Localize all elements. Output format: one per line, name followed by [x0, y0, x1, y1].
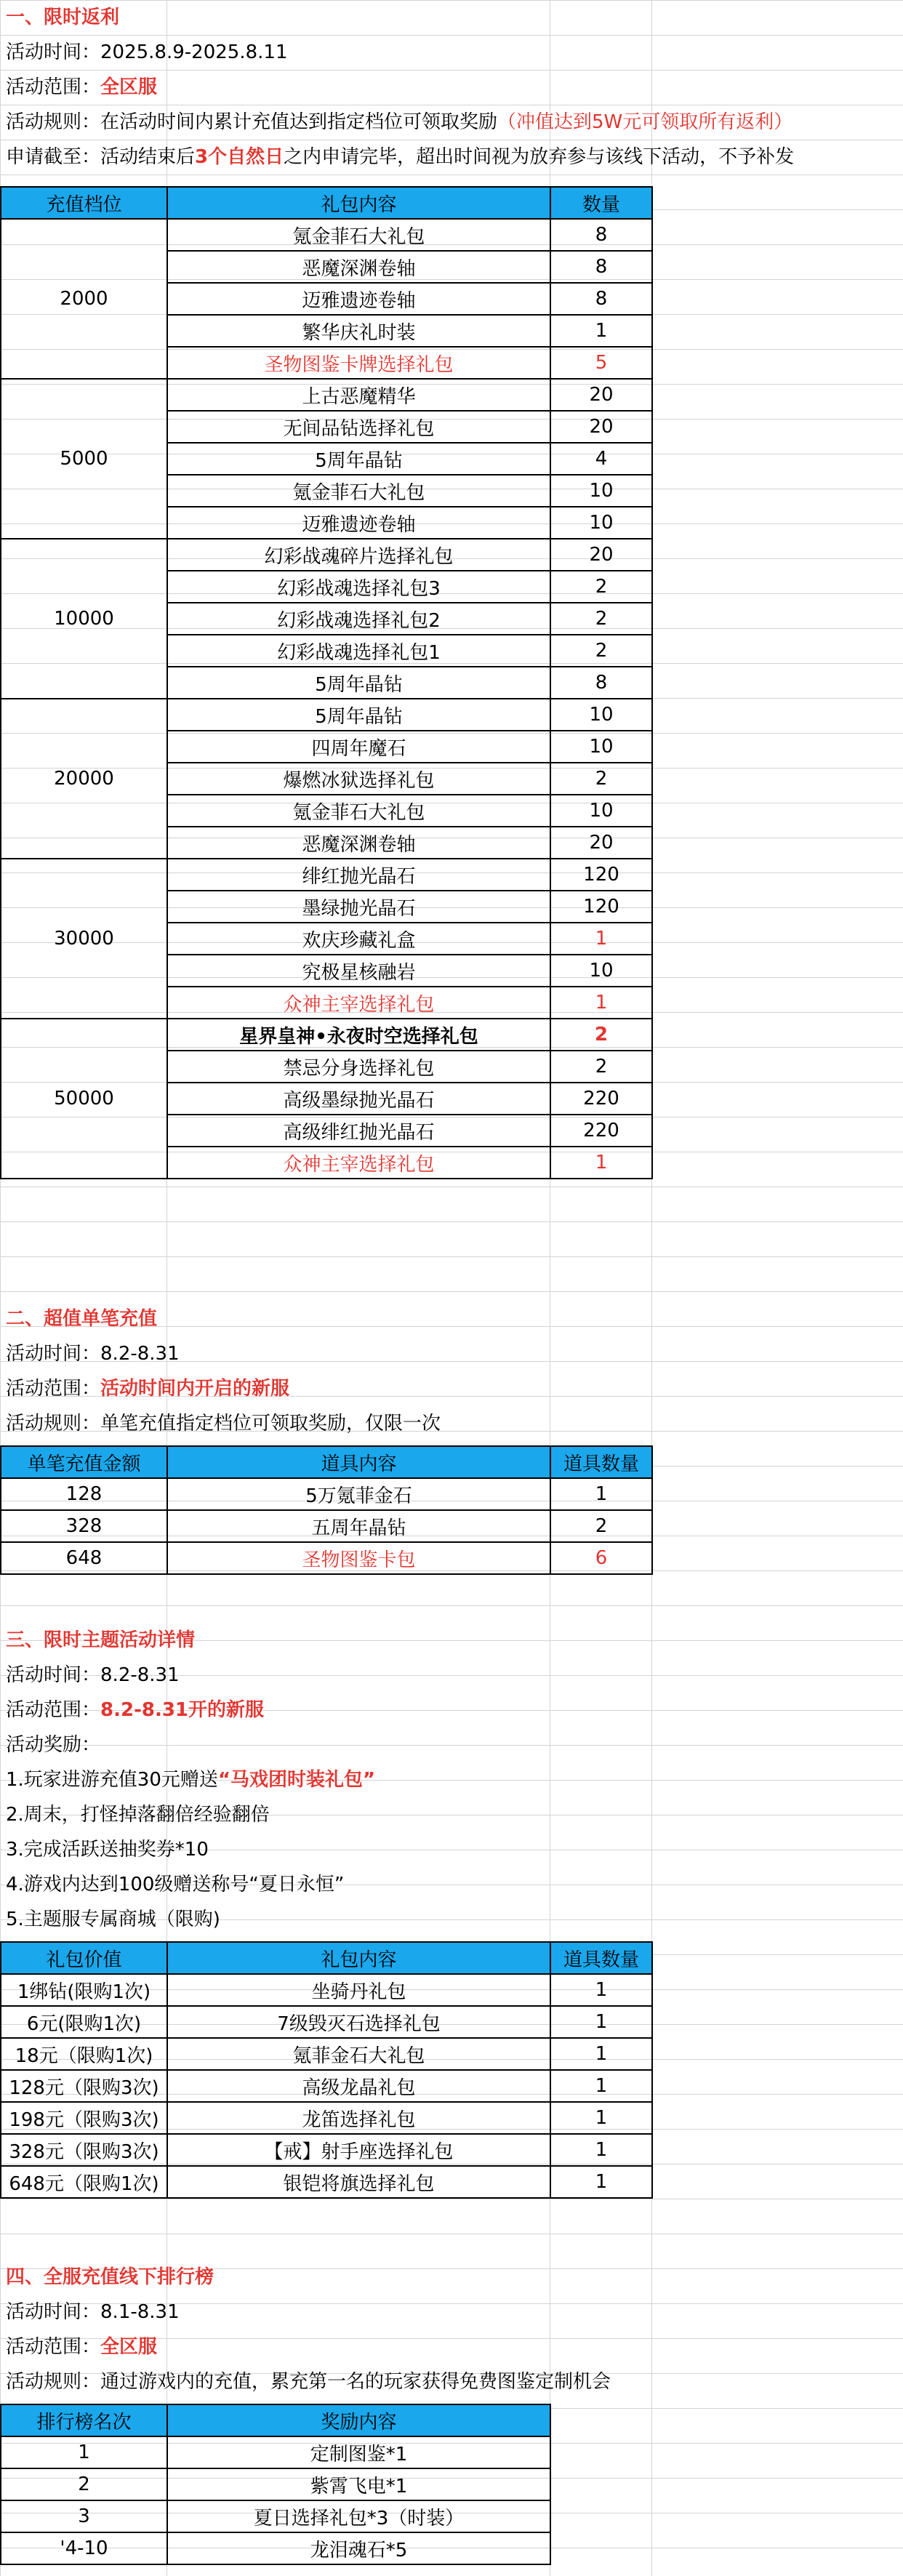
- table-row: [1, 1542, 652, 1574]
- item-name-cell: 四周年魔石: [167, 731, 550, 763]
- rank-cell: 1: [1, 2436, 167, 2468]
- s3-line3: 3.完成活跃送抽奖券*10: [6, 1839, 209, 1861]
- table-row: [1, 2006, 652, 2038]
- rank-cell: 3: [1, 2500, 167, 2532]
- item-cell: 氪菲金石大礼包: [167, 2038, 550, 2070]
- qty-cell: 1: [550, 2038, 652, 2070]
- tier-cell: 10000: [1, 539, 167, 699]
- qty-cell: 1: [550, 1974, 652, 2006]
- item-qty-cell: 8: [550, 667, 652, 699]
- s1-range: 活动范围：全区服: [6, 76, 158, 98]
- item-qty-cell: 220: [550, 1083, 652, 1115]
- item-name-cell: 氪金菲石大礼包: [167, 219, 550, 251]
- item-name-cell: 恶魔深渊卷轴: [167, 251, 550, 283]
- col-header: 充值档位: [1, 187, 167, 219]
- tier-cell: 50000: [1, 1019, 167, 1179]
- table-row: [1, 379, 652, 411]
- item-qty-cell: 2: [550, 1051, 652, 1083]
- tier-cell: 30000: [1, 859, 167, 1019]
- table-row: [1, 1510, 652, 1542]
- s3-line2: 2.周末，打怪掉落翻倍经验翻倍: [6, 1804, 270, 1826]
- table-row: [1, 2500, 550, 2532]
- single-recharge-table: [0, 1445, 653, 1575]
- item-qty-cell: 1: [550, 987, 652, 1019]
- item-qty-cell: 20: [550, 827, 652, 859]
- item-name-cell: 爆燃冰狱选择礼包: [167, 763, 550, 795]
- rebate-table: [0, 186, 653, 1179]
- s3-line1: 1.玩家进游充值30元赠送“马戏团时装礼包”: [6, 1769, 376, 1791]
- rank-cell: 2: [1, 2468, 167, 2500]
- item-qty-cell: 2: [550, 1019, 652, 1051]
- item-qty-cell: 10: [550, 955, 652, 987]
- item-cell: 7级毁灭石选择礼包: [167, 2006, 550, 2038]
- table-row: [1, 1478, 652, 1510]
- s4-range: 活动范围：全区服: [6, 2336, 158, 2358]
- item-name-cell: 幻彩战魂选择礼包3: [167, 571, 550, 603]
- item-cell: 五周年晶钻: [167, 1510, 550, 1542]
- item-qty-cell: 220: [550, 1115, 652, 1147]
- item-cell: 圣物图鉴卡包: [167, 1542, 550, 1574]
- s3-reward-label: 活动奖励：: [6, 1734, 101, 1756]
- item-cell: 5万氪菲金石: [167, 1478, 550, 1510]
- item-name-cell: 迈雅遗迹卷轴: [167, 283, 550, 315]
- item-name-cell: 绯红抛光晶石: [167, 859, 550, 891]
- qty-cell: 1: [550, 2134, 652, 2166]
- item-name-cell: 无间品钻选择礼包: [167, 411, 550, 443]
- table-row: [1, 2532, 550, 2564]
- rank-cell: '4-10: [1, 2532, 167, 2564]
- s4-time: 活动时间：8.1-8.31: [6, 2301, 180, 2323]
- section-1-title: 一、限时返利: [6, 7, 120, 28]
- item-qty-cell: 8: [550, 283, 652, 315]
- amount-cell: 648: [1, 1542, 167, 1574]
- item-qty-cell: 2: [550, 603, 652, 635]
- col-header: 礼包内容: [167, 187, 550, 219]
- amount-cell: 328: [1, 1510, 167, 1542]
- qty-cell: 2: [550, 1510, 652, 1542]
- col-header: 排行榜名次: [1, 2404, 167, 2436]
- item-qty-cell: 120: [550, 859, 652, 891]
- col-header: 奖励内容: [167, 2404, 550, 2436]
- col-header: 礼包价值: [1, 1942, 167, 1974]
- item-name-cell: 圣物图鉴卡牌选择礼包: [167, 347, 550, 379]
- table-row: [1, 219, 652, 251]
- s1-time: 活动时间：2025.8.9-2025.8.11: [6, 41, 288, 63]
- qty-cell: 6: [550, 1542, 652, 1574]
- table-row: [1, 2038, 652, 2070]
- s1-deadline: 申请截至：活动结束后3个自然日之内申请完毕，超出时间视为放弃参与该线下活动，不予补发: [6, 146, 795, 168]
- s2-rule: 活动规则：单笔充值指定档位可领取奖励，仅限一次: [6, 1413, 441, 1435]
- theme-shop-table: [0, 1941, 653, 2199]
- item-name-cell: 究极星核融岩: [167, 955, 550, 987]
- item-qty-cell: 2: [550, 571, 652, 603]
- price-cell: 1绑钻(限购1次): [1, 1974, 167, 2006]
- s3-line5: 5.主题服专属商城（限购): [6, 1909, 220, 1930]
- item-name-cell: 幻彩战魂选择礼包2: [167, 603, 550, 635]
- section-2-title: 二、超值单笔充值: [6, 1308, 158, 1330]
- item-qty-cell: 1: [550, 923, 652, 955]
- col-header: 道具数量: [550, 1446, 652, 1478]
- item-qty-cell: 8: [550, 219, 652, 251]
- item-cell: 【戒】射手座选择礼包: [167, 2134, 550, 2166]
- price-cell: 198元（限购3次): [1, 2102, 167, 2134]
- s2-time: 活动时间：8.2-8.31: [6, 1343, 180, 1365]
- tier-cell: 20000: [1, 699, 167, 859]
- item-qty-cell: 20: [550, 379, 652, 411]
- ranking-table: [0, 2404, 551, 2565]
- price-cell: 648元（限购1次): [1, 2166, 167, 2198]
- price-cell: 6元(限购1次): [1, 2006, 167, 2038]
- item-name-cell: 恶魔深渊卷轴: [167, 827, 550, 859]
- tier-cell: 5000: [1, 379, 167, 539]
- item-name-cell: 高级绯红抛光晶石: [167, 1115, 550, 1147]
- reward-cell: 定制图鉴*1: [167, 2436, 550, 2468]
- item-name-cell: 5周年晶钻: [167, 443, 550, 475]
- item-name-cell: 众神主宰选择礼包: [167, 987, 550, 1019]
- item-qty-cell: 2: [550, 635, 652, 667]
- item-name-cell: 迈雅遗迹卷轴: [167, 507, 550, 539]
- price-cell: 128元（限购3次): [1, 2070, 167, 2102]
- item-name-cell: 5周年晶钻: [167, 699, 550, 731]
- item-cell: 龙笛选择礼包: [167, 2102, 550, 2134]
- item-qty-cell: 10: [550, 507, 652, 539]
- s3-line4: 4.游戏内达到100级赠送称号“夏日永恒”: [6, 1874, 345, 1895]
- s4-rule: 活动规则：通过游戏内的充值，累充第一名的玩家获得免费图鉴定制机会: [6, 2371, 611, 2393]
- col-header: 道具内容: [167, 1446, 550, 1478]
- item-name-cell: 幻彩战魂碎片选择礼包: [167, 539, 550, 571]
- item-name-cell: 星界皇神•永夜时空选择礼包: [167, 1019, 550, 1051]
- table-row: [1, 859, 652, 891]
- qty-cell: 1: [550, 2006, 652, 2038]
- item-qty-cell: 8: [550, 251, 652, 283]
- item-name-cell: 5周年晶钻: [167, 667, 550, 699]
- s2-range: 活动范围：活动时间内开启的新服: [6, 1378, 290, 1400]
- section-3-title: 三、限时主题活动详情: [6, 1629, 196, 1651]
- qty-cell: 1: [550, 2070, 652, 2102]
- table-row: [1, 539, 652, 571]
- reward-cell: 龙泪魂石*5: [167, 2532, 550, 2564]
- col-header: 数量: [550, 187, 652, 219]
- item-name-cell: 墨绿抛光晶石: [167, 891, 550, 923]
- item-qty-cell: 4: [550, 443, 652, 475]
- qty-cell: 1: [550, 2102, 652, 2134]
- table-row: [1, 2134, 652, 2166]
- table-row: [1, 2468, 550, 2500]
- table-row: [1, 2436, 550, 2468]
- table-row: [1, 2166, 652, 2198]
- item-qty-cell: 1: [550, 1147, 652, 1179]
- qty-cell: 1: [550, 1478, 652, 1510]
- table-row: [1, 1974, 652, 2006]
- item-cell: 坐骑丹礼包: [167, 1974, 550, 2006]
- reward-cell: 紫霄飞电*1: [167, 2468, 550, 2500]
- item-qty-cell: 2: [550, 763, 652, 795]
- item-qty-cell: 10: [550, 699, 652, 731]
- s3-time: 活动时间：8.2-8.31: [6, 1664, 180, 1686]
- qty-cell: 1: [550, 2166, 652, 2198]
- price-cell: 328元（限购3次): [1, 2134, 167, 2166]
- item-cell: 高级龙晶礼包: [167, 2070, 550, 2102]
- item-qty-cell: 1: [550, 315, 652, 347]
- reward-cell: 夏日选择礼包*3（时装）: [167, 2500, 550, 2532]
- item-qty-cell: 5: [550, 347, 652, 379]
- col-header: 单笔充值金额: [1, 1446, 167, 1478]
- item-qty-cell: 20: [550, 411, 652, 443]
- item-name-cell: 氪金菲石大礼包: [167, 795, 550, 827]
- col-header: 道具数量: [550, 1942, 652, 1974]
- s3-range: 活动范围：8.2-8.31开的新服: [6, 1699, 265, 1721]
- item-name-cell: 幻彩战魂选择礼包1: [167, 635, 550, 667]
- tier-cell: 2000: [1, 219, 167, 379]
- table-row: [1, 699, 652, 731]
- item-qty-cell: 120: [550, 891, 652, 923]
- item-qty-cell: 20: [550, 539, 652, 571]
- item-name-cell: 繁华庆礼时装: [167, 315, 550, 347]
- s1-rule: 活动规则：在活动时间内累计充值达到指定档位可领取奖励（冲值达到5W元可领取所有返利）: [6, 111, 793, 133]
- item-name-cell: 上古恶魔精华: [167, 379, 550, 411]
- item-name-cell: 高级墨绿抛光晶石: [167, 1083, 550, 1115]
- item-name-cell: 氪金菲石大礼包: [167, 475, 550, 507]
- table-row: [1, 1019, 652, 1051]
- col-header: 礼包内容: [167, 1942, 550, 1974]
- item-qty-cell: 10: [550, 731, 652, 763]
- item-qty-cell: 10: [550, 475, 652, 507]
- table-row: [1, 2070, 652, 2102]
- price-cell: 18元（限购1次): [1, 2038, 167, 2070]
- item-cell: 银铠将旗选择礼包: [167, 2166, 550, 2198]
- item-qty-cell: 10: [550, 795, 652, 827]
- item-name-cell: 众神主宰选择礼包: [167, 1147, 550, 1179]
- item-name-cell: 欢庆珍藏礼盒: [167, 923, 550, 955]
- table-row: [1, 2102, 652, 2134]
- item-name-cell: 禁忌分身选择礼包: [167, 1051, 550, 1083]
- section-4-title: 四、全服充值线下排行榜: [6, 2266, 214, 2288]
- amount-cell: 128: [1, 1478, 167, 1510]
